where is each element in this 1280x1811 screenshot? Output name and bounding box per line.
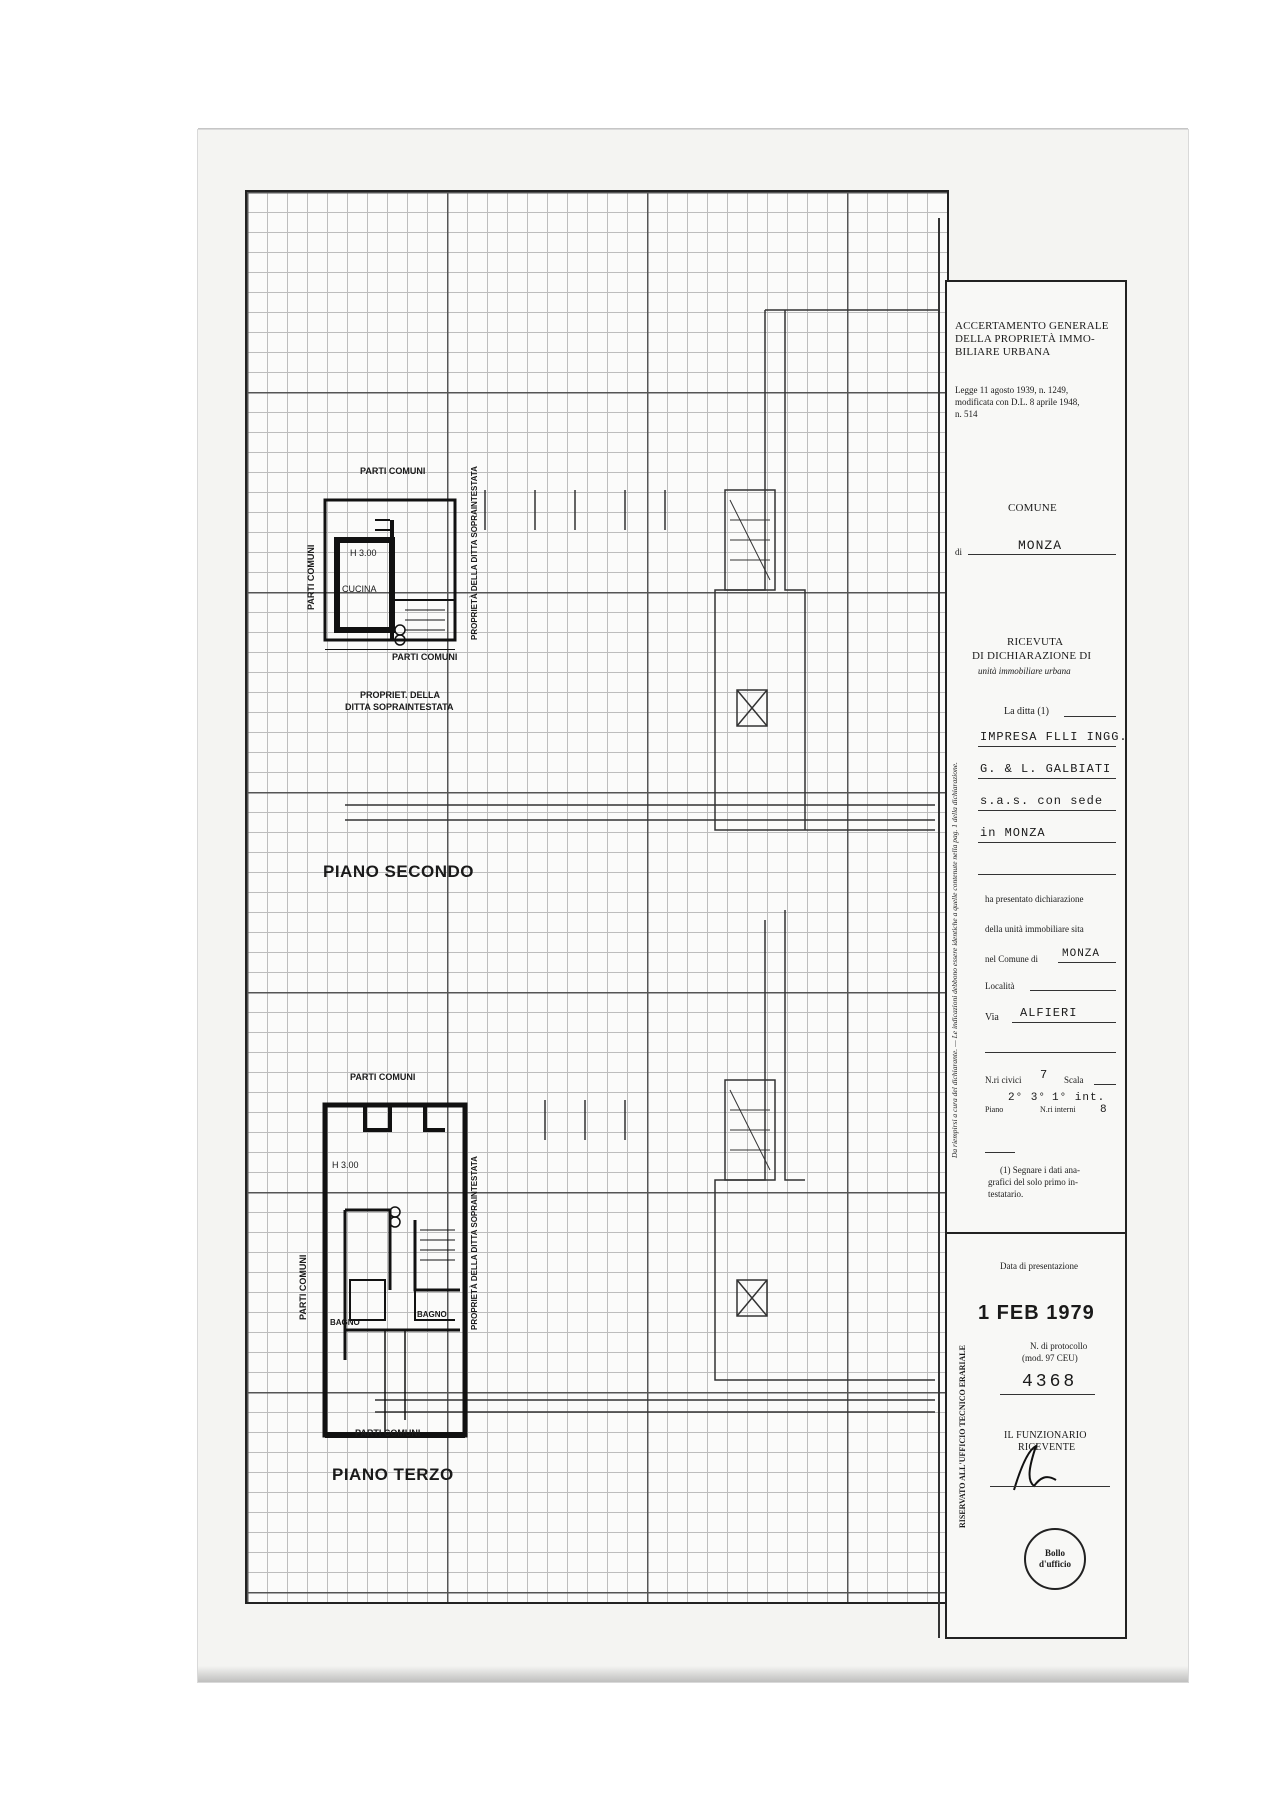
form-rule-comune xyxy=(968,554,1116,555)
form-header-line-1: ACCERTAMENTO GENERALE xyxy=(955,320,1109,332)
form-receipt-title: RICEVUTA xyxy=(1007,636,1064,648)
form-funzionario-2: RICEVENTE xyxy=(1018,1442,1076,1453)
label-parti-comuni-top: PARTI COMUNI xyxy=(360,466,426,476)
label-proprieta-bottom-1: PROPRIET. DELLA xyxy=(360,690,441,700)
form-di-label: di xyxy=(955,547,963,557)
seal-line-1: Bollo xyxy=(1044,1548,1065,1558)
form-rule-ditta-1 xyxy=(978,746,1116,747)
form-presentato: ha presentato dichiarazione xyxy=(985,894,1084,904)
form-side-note: Da riempirsi a cura del dichiarante. — Le indicazioni debbono essere identiche a quelle contenute nella pag. 1 della dichiarazione. xyxy=(950,762,959,1158)
form-rule-protocollo xyxy=(1000,1394,1095,1395)
floor-plan-piano-terzo xyxy=(315,1090,475,1450)
label-parti-comuni-bottom-terzo: PARTI COMUNI xyxy=(355,1428,421,1438)
form-date-stamp: 1 FEB 1979 xyxy=(978,1302,1095,1324)
form-rule-ditta-label xyxy=(1064,716,1116,717)
form-divider xyxy=(945,1232,1125,1234)
form-rule-ditta-4 xyxy=(978,842,1116,843)
floor-plan-piano-secondo xyxy=(315,490,475,650)
form-protocollo-label-1: N. di protocollo xyxy=(1030,1341,1088,1351)
form-law-line-1: Legge 11 agosto 1939, n. 1249, xyxy=(955,385,1069,395)
form-law-line-2: modificata con D.L. 8 aprile 1948, xyxy=(955,397,1080,407)
office-seal xyxy=(1024,1528,1086,1590)
form-interni-value: 1° int. xyxy=(1052,1092,1106,1104)
label-proprieta-bottom-2: DITTA SOPRAINTESTATA xyxy=(345,702,454,712)
label-bagno-2: BAGNO xyxy=(417,1310,447,1319)
form-piano-label: Piano xyxy=(985,1105,1004,1114)
label-proprieta-right: PROPRIETÀ DELLA DITTA SOPRAINTESTATA xyxy=(470,466,479,640)
form-rule-empty xyxy=(985,1152,1015,1153)
form-header-line-2: DELLA PROPRIETÀ IMMO- xyxy=(955,333,1095,345)
label-parti-comuni-top-terzo: PARTI COMUNI xyxy=(350,1072,416,1082)
form-receipt-unit: unità immobiliare urbana xyxy=(978,666,1071,676)
label-height: H 3.00 xyxy=(350,548,377,558)
form-ditta-label: La ditta (1) xyxy=(1004,706,1049,717)
form-law-line-3: n. 514 xyxy=(955,409,978,419)
form-funzionario-1: IL FUNZIONARIO xyxy=(1004,1430,1087,1441)
form-reserved-note: RISERVATO ALL'UFFICIO TECNICO ERARIALE xyxy=(958,1345,967,1528)
form-nel-comune-label: nel Comune di xyxy=(985,954,1038,964)
label-cucina: CUCINA xyxy=(342,584,377,594)
label-height-terzo: H 3.00 xyxy=(332,1160,359,1170)
form-footnote-3: testatario. xyxy=(988,1189,1024,1199)
form-ditta-line-2: G. & L. GALBIATI xyxy=(980,762,1112,776)
form-rule-scala xyxy=(1094,1084,1116,1085)
label-parti-comuni-left: PARTI COMUNI xyxy=(306,544,316,610)
form-comune-label: COMUNE xyxy=(1008,502,1057,514)
form-rule-ditta-3 xyxy=(978,810,1116,811)
plan-title-piano-terzo: PIANO TERZO xyxy=(332,1465,454,1484)
form-ditta-line-3: s.a.s. con sede xyxy=(980,794,1104,808)
label-parti-comuni-left-terzo: PARTI COMUNI xyxy=(298,1254,308,1320)
form-rule-nel-comune xyxy=(1058,962,1116,963)
form-protocollo-value: 4368 xyxy=(1022,1372,1078,1392)
form-rule-ditta-5 xyxy=(978,874,1116,875)
form-interni-value-2: 8 xyxy=(1100,1104,1108,1116)
scan-edge-bottom xyxy=(198,1666,1188,1682)
form-rule-localita xyxy=(1030,990,1116,991)
apartment-plan-secondo xyxy=(315,490,475,650)
form-footnote-1: (1) Segnare i dati ana- xyxy=(1000,1165,1080,1175)
form-civici-value: 7 xyxy=(1040,1068,1049,1082)
form-comune-value: MONZA xyxy=(1018,538,1063,553)
form-via-label: Via xyxy=(985,1012,999,1023)
form-ditta-line-4: in MONZA xyxy=(980,826,1046,840)
form-header-line-3: BILIARE URBANA xyxy=(955,346,1051,358)
form-rule-ditta-2 xyxy=(978,778,1116,779)
form-footnote-2: grafici del solo primo in- xyxy=(988,1177,1078,1187)
form-nel-comune-value: MONZA xyxy=(1062,948,1101,960)
signature-mark xyxy=(1000,1440,1080,1500)
plan-title-piano-secondo: PIANO SECONDO xyxy=(323,862,475,881)
form-rule-via-2 xyxy=(985,1052,1116,1053)
form-rule-signature xyxy=(990,1486,1110,1487)
apartment-plan-terzo xyxy=(315,1090,475,1450)
label-bagno-1: BAGNO xyxy=(330,1318,360,1327)
form-unita: della unità immobiliare sita xyxy=(985,924,1084,934)
form-rule-via xyxy=(1012,1022,1116,1023)
form-piano-value: 2° 3° xyxy=(1008,1092,1047,1104)
form-interni-label: N.ri interni xyxy=(1040,1105,1076,1114)
form-civici-label: N.ri civici xyxy=(985,1075,1022,1085)
seal-line-2: d'ufficio xyxy=(1038,1559,1071,1569)
form-via-value: ALFIERI xyxy=(1020,1006,1078,1020)
label-proprieta-right-terzo: PROPRIETÀ DELLA DITTA SOPRAINTESTATA xyxy=(470,1156,479,1330)
form-scala-label: Scala xyxy=(1064,1075,1084,1085)
label-parti-comuni-bottom: PARTI COMUNI xyxy=(392,652,458,662)
form-localita-label: Località xyxy=(985,981,1015,991)
form-data-label: Data di presentazione xyxy=(1000,1261,1078,1271)
form-protocollo-label-2: (mod. 97 CEU) xyxy=(1022,1353,1078,1363)
form-receipt-subtitle: DI DICHIARAZIONE DI xyxy=(972,650,1092,662)
form-ditta-line-1: IMPRESA FLLI INGG. xyxy=(980,730,1128,744)
